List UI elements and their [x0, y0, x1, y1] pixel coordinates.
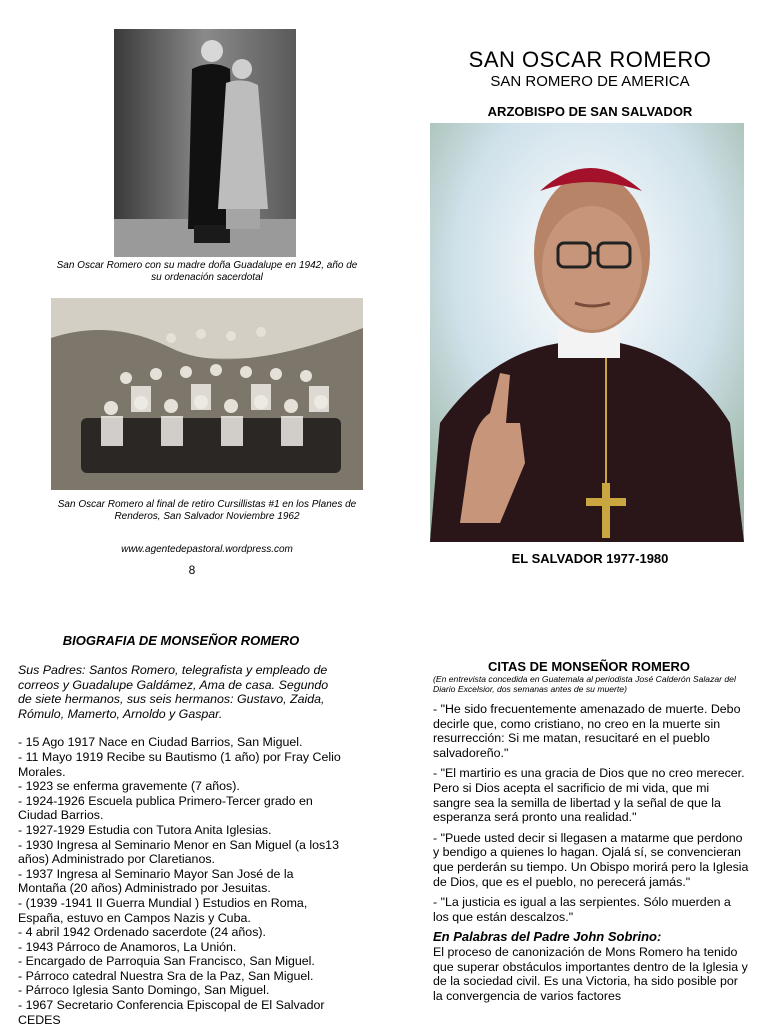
sobrino-heading: En Palabras del Padre John Sobrino: — [433, 929, 662, 945]
photo-cursillistas-group — [51, 298, 363, 490]
photo-romero-with-mother — [114, 29, 296, 257]
quote-item: - "La justicia es igual a las serpientes. Sólo muerden a los que están descalzos." — [433, 895, 731, 924]
list-item: - 1924-1926 Escuela publica Primero-Tercer grado en Ciudad Barrios. — [18, 793, 313, 823]
list-item: - 11 Mayo 1919 Recibe su Bautismo (1 año) por Fray Celio Morales. — [18, 749, 341, 779]
list-item: - Párroco Iglesia Santo Domingo, San Miguel. — [18, 983, 270, 998]
photo2-caption: San Oscar Romero al final de retiro Cursillistas #1 en los Planes de Renderos, San Salvador Noviembre 1962 — [57, 499, 357, 522]
list-item: - 1923 se enferma gravemente (7 años). — [18, 779, 240, 794]
list-item: - 15 Ago 1917 Nace en Ciudad Barrios, San Miguel. — [18, 735, 303, 750]
quote-item: - "El martirio es una gracia de Dios que no creo merecer. Pero si Dios acepta el sacrificio de mi vida, que mi sangre sea la semilla de libertad y la señal de que la esperanza será pronto una realidad." — [433, 766, 745, 825]
list-item: - 1927-1929 Estudia con Tutora Anita Iglesias. — [18, 822, 272, 837]
list-item: - 1937 Ingresa al Seminario Mayor San José de la Montaña (20 años) Administrado por Jesuitas. — [18, 866, 294, 896]
role-heading: ARZOBISPO DE SAN SALVADOR — [487, 104, 693, 119]
page-number: 8 — [188, 563, 196, 577]
portrait-romero — [430, 123, 744, 542]
list-item: - 1967 Secretario Conferencia Episcopal de El Salvador CEDES — [18, 998, 325, 1027]
website-link[interactable]: www.agentedepastoral.wordpress.com — [121, 544, 293, 555]
bio-section — [18, 663, 344, 1027]
list-item: - 1930 Ingresa al Seminario Menor en San Miguel (a los13 años) Administrado por Claretianos. — [18, 837, 339, 867]
list-item: - 1943 Párroco de Anamoros, La Unión. — [18, 939, 237, 954]
list-item: - 4 abril 1942 Ordenado sacerdote (24 años). — [18, 925, 266, 940]
quote-item: - "Puede usted decir si llegasen a matarme que perdono y bendigo a quienes lo hagan. Ojalá sí, se convencieran que perderán su tiempo. Un Obispo morirá pero la Iglesia de Dios, que es el pueblo, no perecerá jamás." — [433, 830, 749, 889]
page-subtitle: SAN ROMERO DE AMERICA — [490, 73, 690, 90]
bio-intro: Sus Padres: Santos Romero, telegrafista y empleado de correos y Guadalupe Galdámez, Ama de casa. Segundo de siete hermanos, sus seis hermanos: Gustavo, Zaida, Rómulo, Mamerto, Arnoldo y Gaspar. — [18, 663, 329, 721]
list-item: - Párroco catedral Nuestra Sra de la Paz, San Miguel. — [18, 968, 314, 983]
sobrino-text: El proceso de canonización de Mons Romero ha tenido que superar obstáculos importantes dentro de la Iglesia y de la sociedad civil. Es una Victoria, ha sido posible por la convergencia de varios factores — [433, 944, 748, 1003]
photo1-caption: San Oscar Romero con su madre doña Guadalupe en 1942, año de su ordenación sacerdotal — [56, 260, 358, 283]
citas-note: (En entrevista concedida en Guatemala al periodista José Calderón Salazar del Diario Excelsior, dos semanas antes de su muerte) — [433, 674, 736, 694]
citas-section — [433, 702, 749, 1003]
bio-heading: BIOGRAFIA DE MONSEÑOR ROMERO — [62, 633, 300, 648]
period-label: EL SALVADOR 1977-1980 — [511, 551, 669, 566]
list-item: - (1939 -1941 II Guerra Mundial ) Estudios en Roma, España, estuvo en Campos Nazis y Cuba. — [18, 895, 308, 925]
list-item: - Encargado de Parroquia San Francisco, San Miguel. — [18, 954, 315, 969]
quote-item: - "He sido frecuentemente amenazado de muerte. Debo decirle que, como cristiano, no creo en la muerte sin resurrección: Si me matan, resucitaré en el pueblo salvadoreño." — [433, 702, 741, 760]
citas-heading: CITAS DE MONSEÑOR ROMERO — [488, 659, 690, 674]
bio-timeline — [18, 735, 344, 1027]
page-title: SAN OSCAR ROMERO — [468, 47, 712, 72]
